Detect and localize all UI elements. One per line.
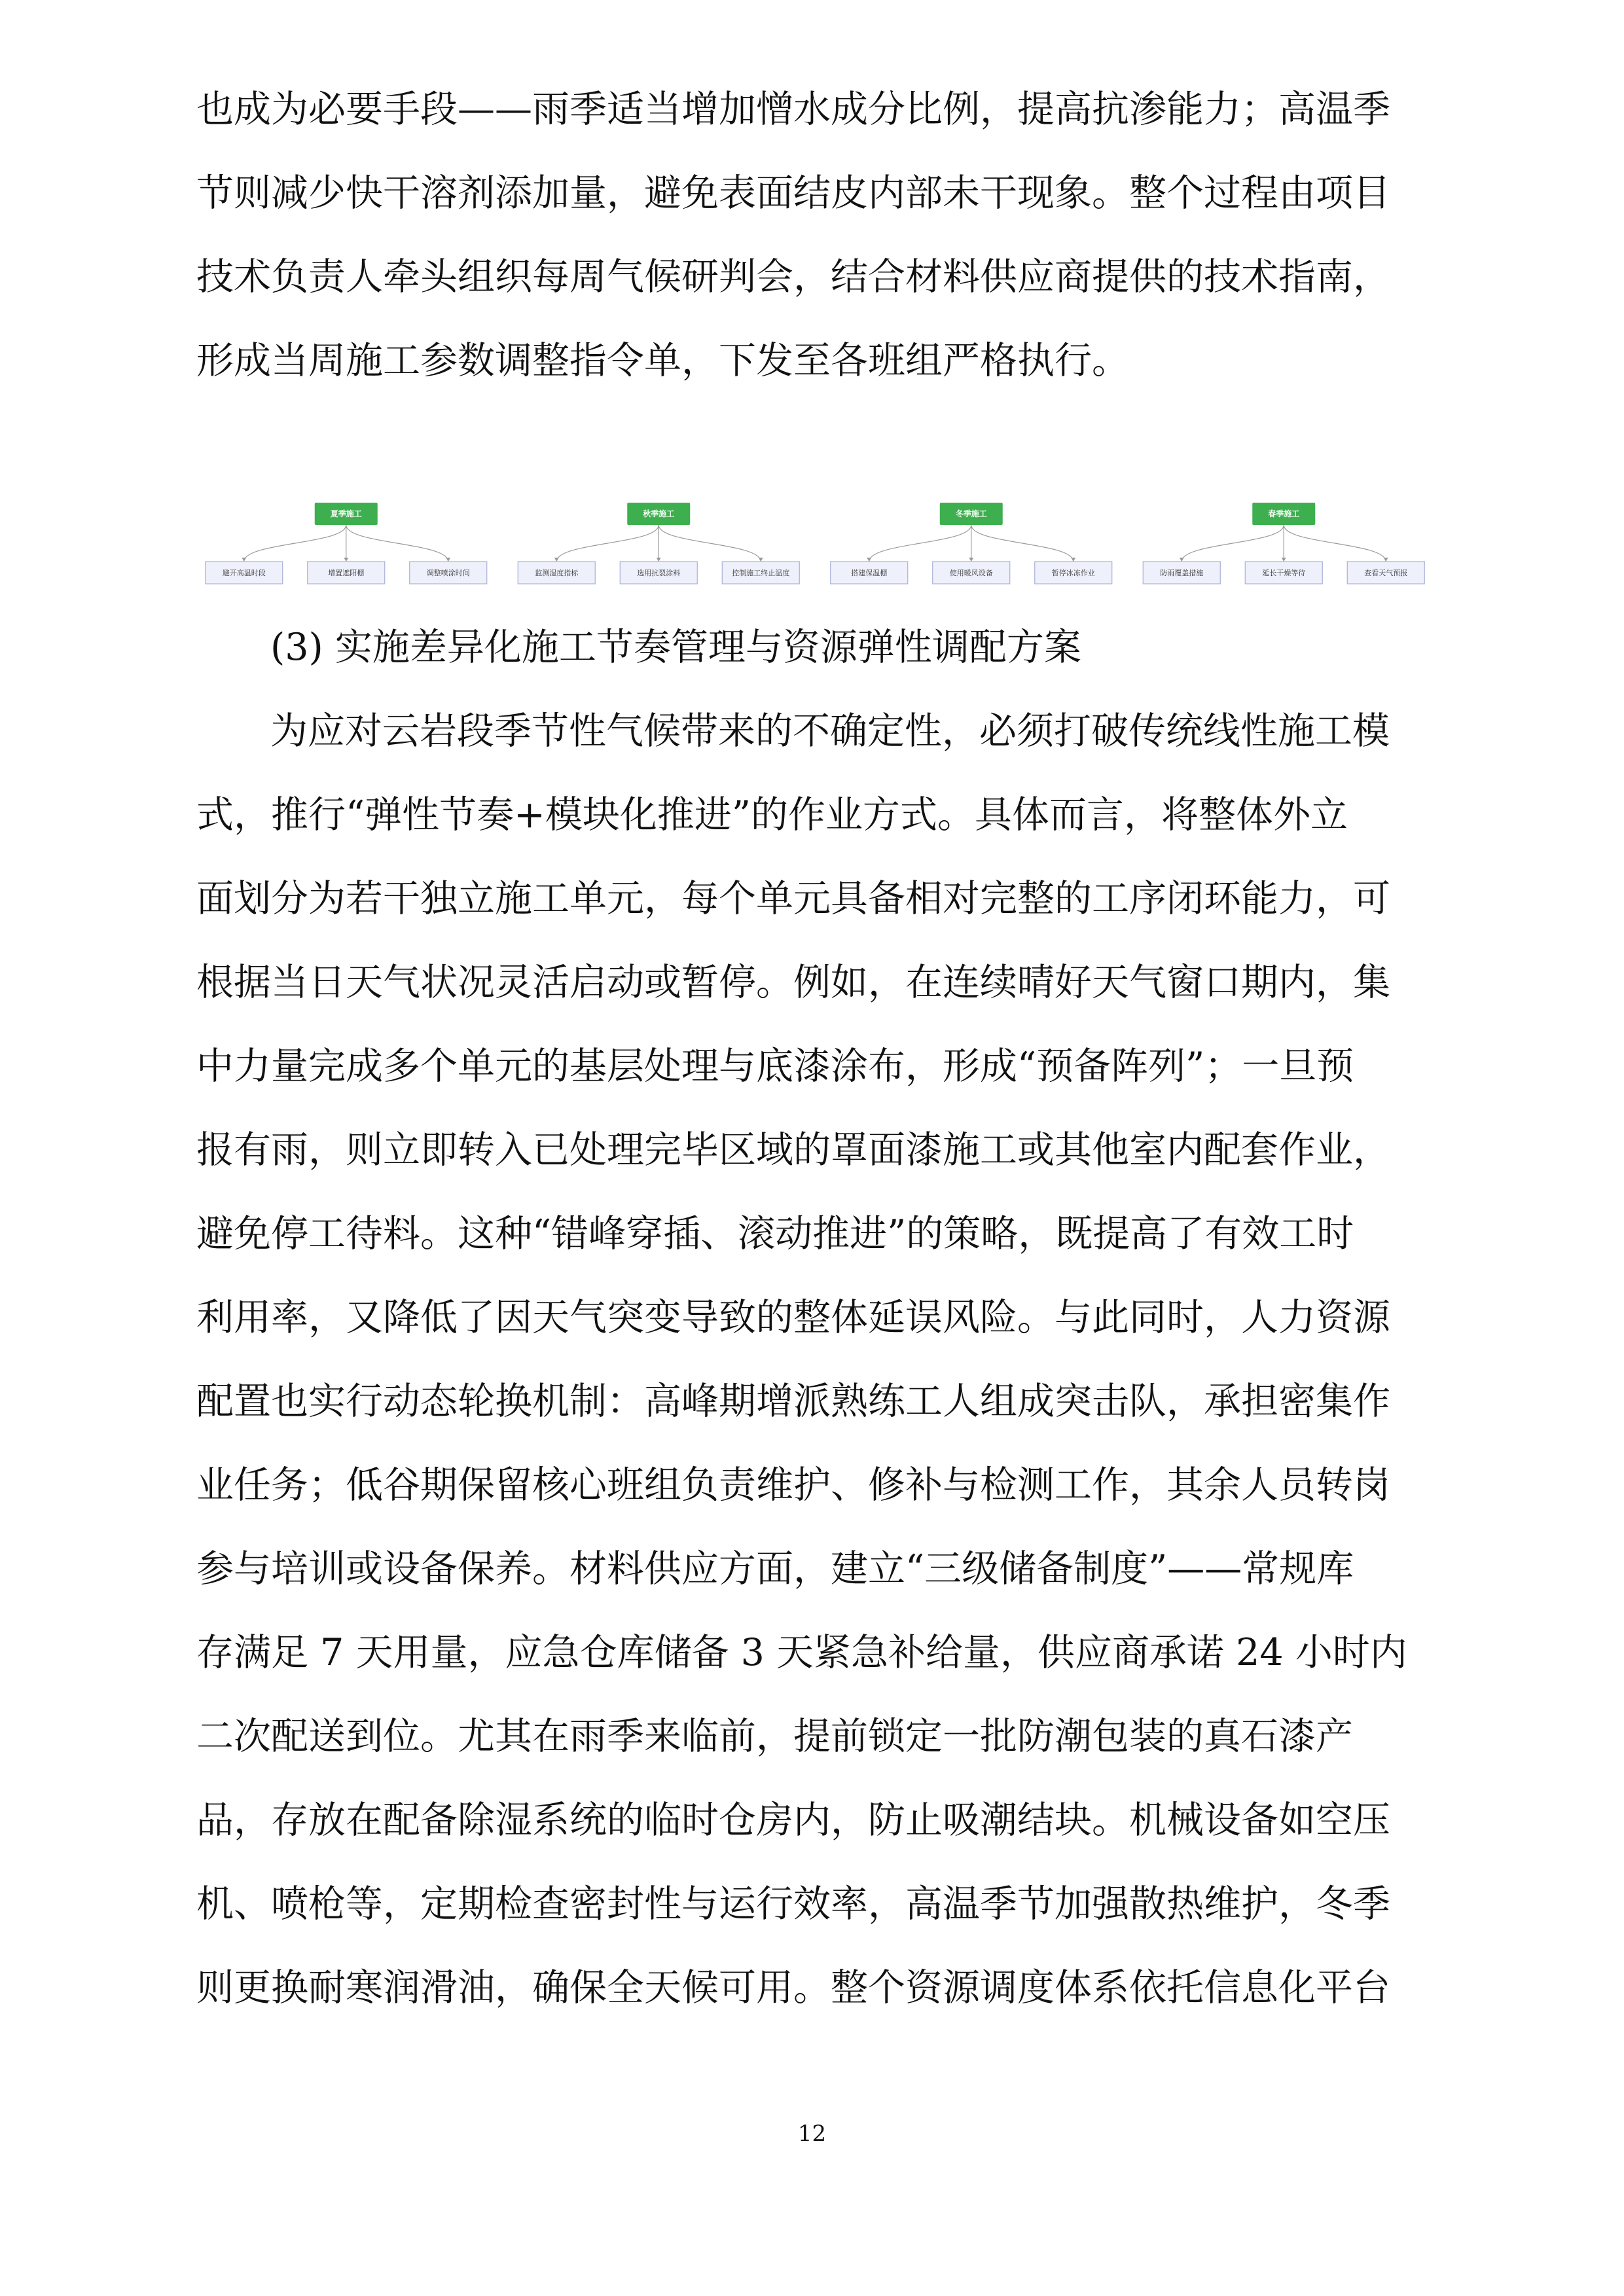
- diagram-child-label: 避开高温时段: [222, 569, 266, 577]
- connector-line: [869, 525, 971, 562]
- arrow-head-icon: [969, 558, 973, 562]
- diagram-child-label: 调整喷涂时间: [426, 569, 470, 577]
- diagram-root-label: 春季施工: [1268, 509, 1300, 518]
- paragraph-line: 业任务；低谷期保留核心班组负责维护、修补与检测工作，其余人员转岗: [196, 1463, 1390, 1507]
- paragraph-line: 面划分为若干独立施工单元，每个单元具备相对完整的工序闭环能力，可: [196, 877, 1390, 920]
- paragraph-line: 为应对云岩段季节性气候带来的不确定性，必须打破传统线性施工模: [270, 709, 1390, 753]
- diagram-child-label: 增置遮阳棚: [328, 569, 365, 577]
- connector-line: [244, 525, 346, 562]
- arrow-head-icon: [344, 558, 348, 562]
- paragraph-line: 参与培训或设备保养。材料供应方面，建立“三级储备制度”——常规库: [196, 1547, 1354, 1590]
- section-heading: (3) 实施差异化施工节奏管理与资源弹性调配方案: [270, 626, 1081, 669]
- paragraph-line: 品，存放在配备除湿系统的临时仓房内，防止吸潮结块。机械设备如空压: [196, 1799, 1390, 1842]
- paragraph-line: 则更换耐寒润滑油，确保全天候可用。整个资源调度体系依托信息化平台: [196, 1966, 1390, 2009]
- arrow-head-icon: [242, 558, 246, 562]
- diagram-root-label: 秋季施工: [643, 509, 675, 518]
- diagram-child-label: 使用暖风设备: [949, 569, 993, 577]
- connector-line: [971, 525, 1074, 562]
- arrow-head-icon: [446, 558, 450, 562]
- diagram-child-label: 延长干燥等待: [1262, 569, 1306, 577]
- paragraph-line: 节则减少快干溶剂添加量，避免表面结皮内部未干现象。整个过程由项目: [196, 171, 1390, 215]
- diagram-child-label: 监测湿度指标: [535, 569, 579, 577]
- arrow-head-icon: [1071, 558, 1075, 562]
- diagram-child-label: 选用抗裂涂料: [637, 569, 681, 577]
- arrow-head-icon: [867, 558, 871, 562]
- paragraph-line: 式，推行“弹性节奏+模块化推进”的作业方式。具体而言，将整体外立: [196, 793, 1348, 836]
- page-number: 12: [797, 2121, 827, 2147]
- paragraph-line: 根据当日天气状况灵活启动或暂停。例如，在连续晴好天气窗口期内，集: [196, 961, 1390, 1004]
- paragraph-line: 机、喷枪等，定期检查密封性与运行效率，高温季节加强散热维护，冬季: [196, 1882, 1390, 1926]
- paragraph-line: 避免停工待料。这种“错峰穿插、滚动推进”的策略，既提高了有效工时: [196, 1212, 1354, 1255]
- season-construction-diagram: [190, 497, 1440, 589]
- paragraph-line: 报有雨，则立即转入已处理完毕区域的罩面漆施工或其他室内配套作业，: [196, 1128, 1390, 1172]
- arrow-head-icon: [759, 558, 763, 562]
- arrow-head-icon: [1384, 558, 1388, 562]
- paragraph-line: 中力量完成多个单元的基层处理与底漆涂布，形成“预备阵列”；一旦预: [196, 1045, 1354, 1088]
- paragraph-line: 形成当周施工参数调整指令单，下发至各班组严格执行。: [196, 339, 1129, 382]
- diagram-child-label: 暂停冰冻作业: [1051, 569, 1095, 577]
- paragraph-line: 配置也实行动态轮换机制：高峰期增派熟练工人组成突击队，承担密集作: [196, 1380, 1390, 1423]
- paragraph-line: 利用率，又降低了因天气突变导致的整体延误风险。与此同时，人力资源: [196, 1296, 1390, 1339]
- arrow-head-icon: [1282, 558, 1286, 562]
- arrow-head-icon: [657, 558, 661, 562]
- diagram-child-label: 搭建保温棚: [851, 569, 888, 577]
- diagram-child-label: 查看天气预报: [1364, 569, 1408, 577]
- diagram-child-label: 控制施工终止温度: [732, 569, 790, 577]
- diagram-root-label: 夏季施工: [330, 509, 362, 518]
- arrow-head-icon: [554, 558, 559, 562]
- arrow-head-icon: [1180, 558, 1184, 562]
- connector-line: [556, 525, 659, 562]
- paragraph-line: 也成为必要手段——雨季适当增加憎水成分比例，提高抗渗能力；高温季: [196, 88, 1390, 131]
- connector-line: [1284, 525, 1386, 562]
- connector-line: [659, 525, 761, 562]
- connector-line: [1182, 525, 1284, 562]
- connector-line: [346, 525, 448, 562]
- paragraph-line: 存满足 7 天用量，应急仓库储备 3 天紧急补给量，供应商承诺 24 小时内: [196, 1631, 1407, 1674]
- paragraph-line: 二次配送到位。尤其在雨季来临前，提前锁定一批防潮包装的真石漆产: [196, 1715, 1353, 1758]
- diagram-child-label: 防雨覆盖措施: [1160, 569, 1204, 577]
- diagram-root-label: 冬季施工: [955, 509, 987, 518]
- paragraph-line: 技术负责人牵头组织每周气候研判会，结合材料供应商提供的技术指南，: [196, 255, 1390, 298]
